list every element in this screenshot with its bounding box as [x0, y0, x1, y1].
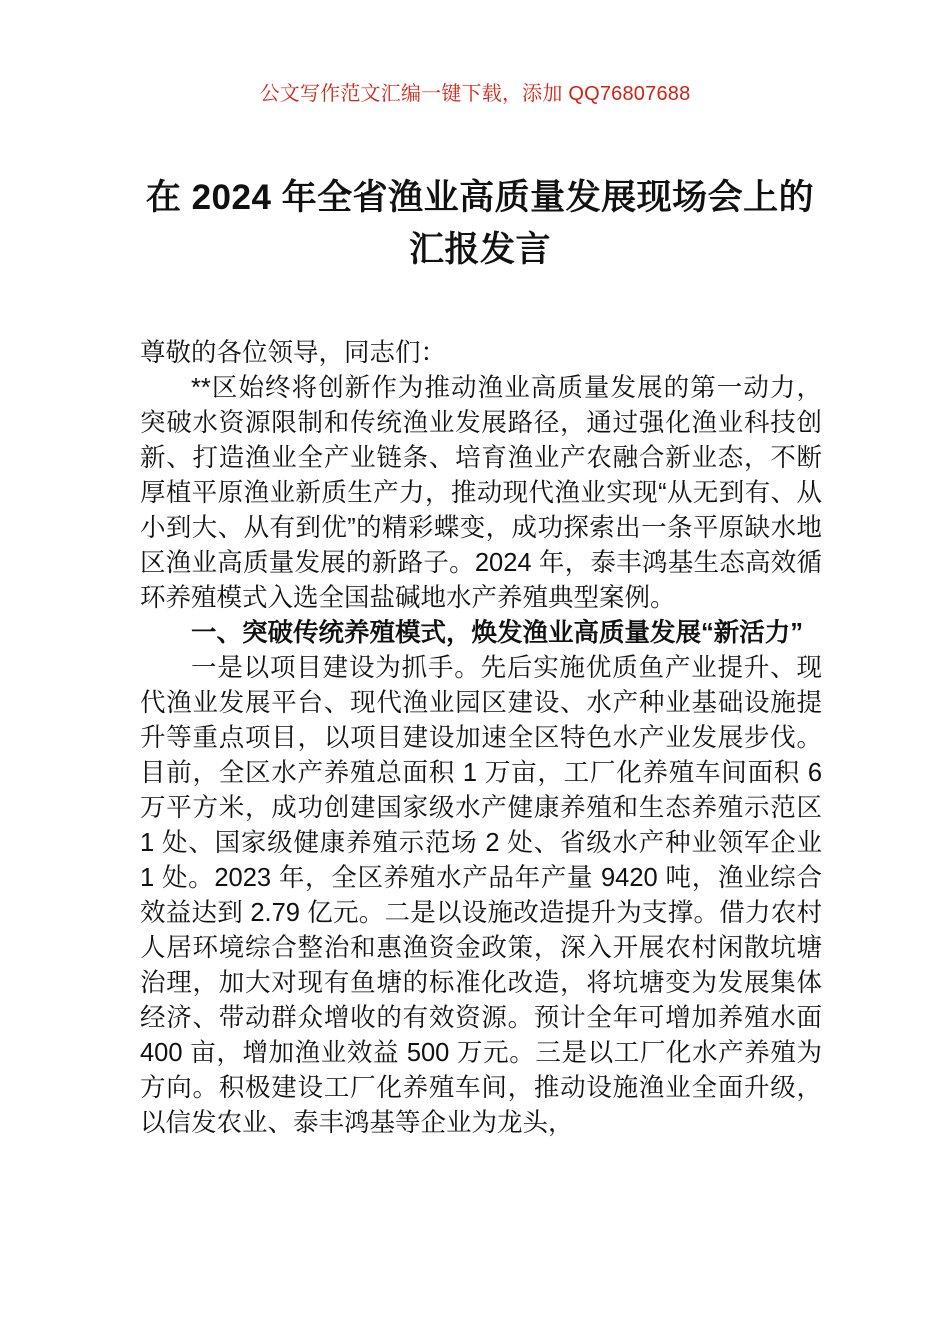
page-title-line-1: 在 2024 年全省渔业高质量发展现场会上的: [145, 178, 815, 217]
promo-header-text: 公文写作范文汇编一键下载，添加 QQ76807688: [259, 83, 691, 105]
paragraph-section-one-body: 一是以项目建设为抓手。先后实施优质鱼产业提升、现代渔业发展平台、现代渔业园区建设、水产种业基础设施提升等重点项目，以项目建设加速全区特色水产业发展步伐。目前，全区水产养殖总面积 1 万亩，工厂化养殖车间面积 6 万平方米，成功创建国家级水产健康养殖和生态养殖示范区 1 处、国家级健康养殖示范场 2 处、省级水产种业领军企业 1 处。2023 年，全区养殖水产品年产量 9420 吨，渔业综合效益达到 2.79 亿元。二是以设施改造提升为支撑。借力农村人居环境综合整治和惠渔资金政策，深入开展农村闲散坑塘治理，加大对现有鱼塘的标准化改造，将坑塘变为发展集体经济、带动群众增收的有效资源。预计全年可增加养殖水面 400 亩，增加渔业效益 500 万元。三是以工厂化水产养殖为方向。积极建设工厂化养殖车间，推动设施渔业全面升级，以信发农业、泰丰鸿基等企业为龙头，: [140, 654, 822, 1137]
page-title-line-2: 汇报发言: [408, 230, 551, 269]
paragraph-intro: **区始终将创新作为推动渔业高质量发展的第一动力，突破水资源限制和传统渔业发展路径，通过强化渔业科技创新、打造渔业全产业链条、培育渔业产农融合新业态，不断厚植平原渔业新质生产力，推动现代渔业实现“从无到有、从小到大、从有到优”的精彩蝶变，成功探索出一条平原缺水地区渔业高质量发展的新路子。2024 年，泰丰鸿基生态高效循环养殖模式入选全国盐碱地水产养殖典型案例。: [140, 374, 822, 612]
page-title: [140, 172, 820, 276]
salutation-line: 尊敬的各位领导，同志们：: [140, 339, 447, 367]
section-heading-one: 一、突破传统养殖模式，焕发渔业高质量发展“新活力”: [191, 619, 804, 647]
document-body: [140, 336, 822, 1141]
